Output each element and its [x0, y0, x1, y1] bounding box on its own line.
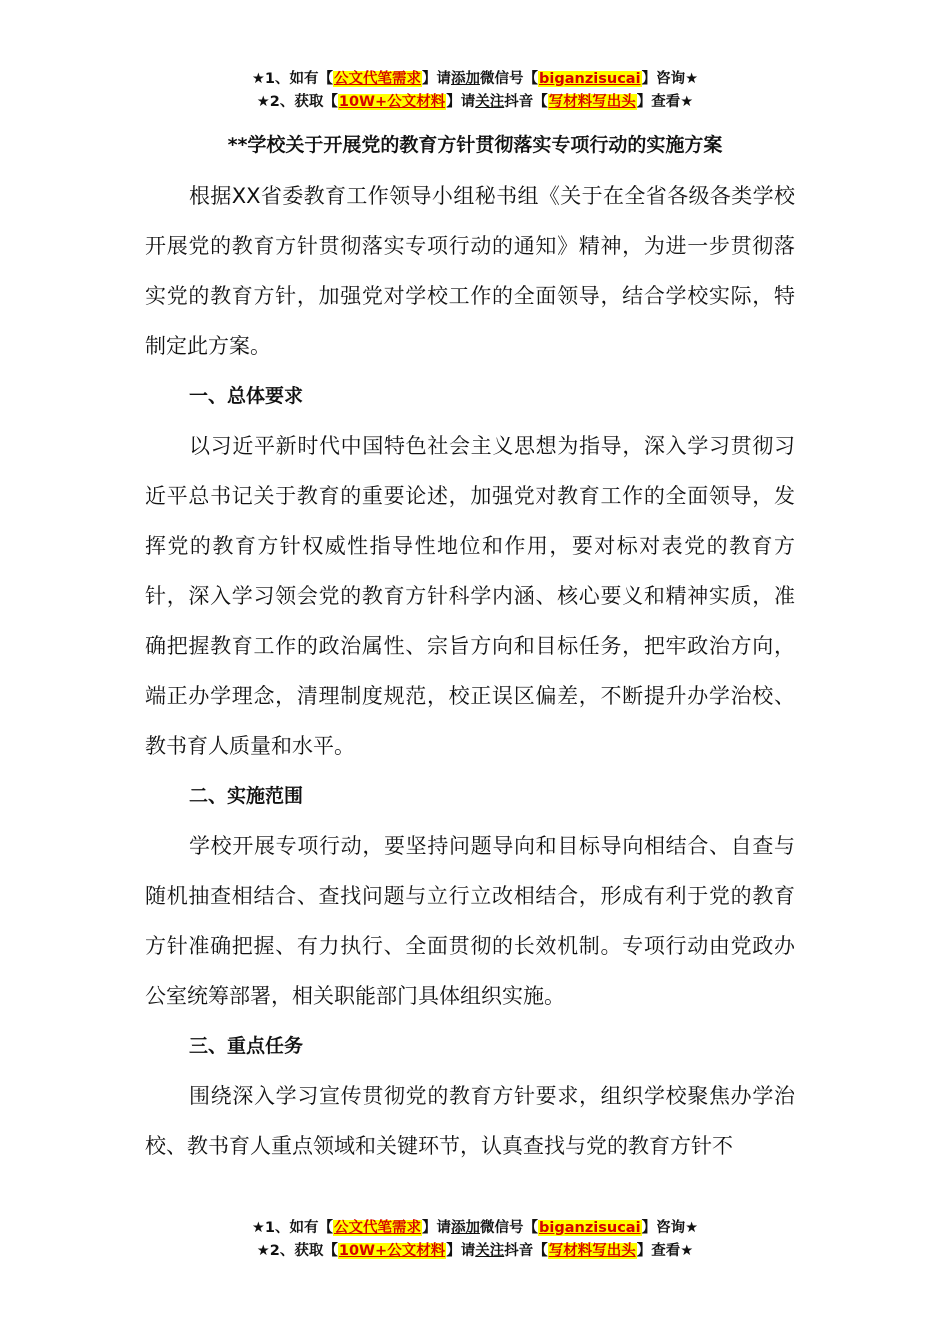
wechat-id: biganzisucai: [539, 1220, 641, 1236]
banner-highlight: 10W+公文材料: [338, 94, 446, 110]
document-body: [145, 171, 795, 1171]
header-banner: [0, 68, 950, 114]
douyin-account: 写材料写出头: [548, 1243, 636, 1259]
douyin-account: 写材料写出头: [548, 94, 636, 110]
section-heading: 二、实施范围: [189, 785, 304, 807]
section-paragraph: 以习近平新时代中国特色社会主义思想为指导，深入学习贯彻习近平总书记关于教育的重要论述，加强党对教育工作的全面领导，发挥党的教育方针权威性指导性地位和作用，要对标对表党的教育方针，深入学习领会党的教育方针科学内涵、核心要义和精神实质，准确把握教育工作的政治属性、宗旨方向和目标任务，把牢政治方向，端正办学理念，清理制度规范，校正误区偏差，不断提升办学治校、教书育人质量和水平。: [145, 434, 795, 758]
banner-highlight: 公文代笔需求: [334, 71, 422, 87]
banner-highlight: 公文代笔需求: [334, 1220, 422, 1236]
banner-line-1: ★1、如有【公文代笔需求】请添加微信号【biganzisucai】咨询★: [251, 71, 699, 87]
intro-paragraph: 根据XX省委教育工作领导小组秘书组《关于在全省各级各类学校开展党的教育方针贯彻落实专项行动的通知》精神，为进一步贯彻落实党的教育方针，加强党对学校工作的全面领导，结合学校实际，特制定此方案。: [145, 184, 795, 358]
banner-line-1: ★1、如有【公文代笔需求】请添加微信号【biganzisucai】咨询★: [251, 1220, 699, 1236]
footer-banner: [0, 1217, 950, 1263]
banner-line-2: ★2、获取【10W+公文材料】请关注抖音【写材料写出头】查看★: [256, 1243, 694, 1259]
section-heading: 三、重点任务: [189, 1035, 304, 1057]
section-heading: 一、总体要求: [189, 385, 304, 407]
wechat-id: biganzisucai: [539, 71, 641, 87]
banner-highlight: 10W+公文材料: [338, 1243, 446, 1259]
document-title: **学校关于开展党的教育方针贯彻落实专项行动的实施方案: [227, 134, 723, 156]
section-paragraph: 围绕深入学习宣传贯彻党的教育方针要求，组织学校聚焦办学治校、教书育人重点领域和关键环节，认真查找与党的教育方针不: [145, 1084, 795, 1158]
banner-line-2: ★2、获取【10W+公文材料】请关注抖音【写材料写出头】查看★: [256, 94, 694, 110]
section-paragraph: 学校开展专项行动，要坚持问题导向和目标导向相结合、自查与随机抽查相结合、查找问题与立行立改相结合，形成有利于党的教育方针准确把握、有力执行、全面贯彻的长效机制。专项行动由党政办公室统筹部署，相关职能部门具体组织实施。: [145, 834, 795, 1008]
